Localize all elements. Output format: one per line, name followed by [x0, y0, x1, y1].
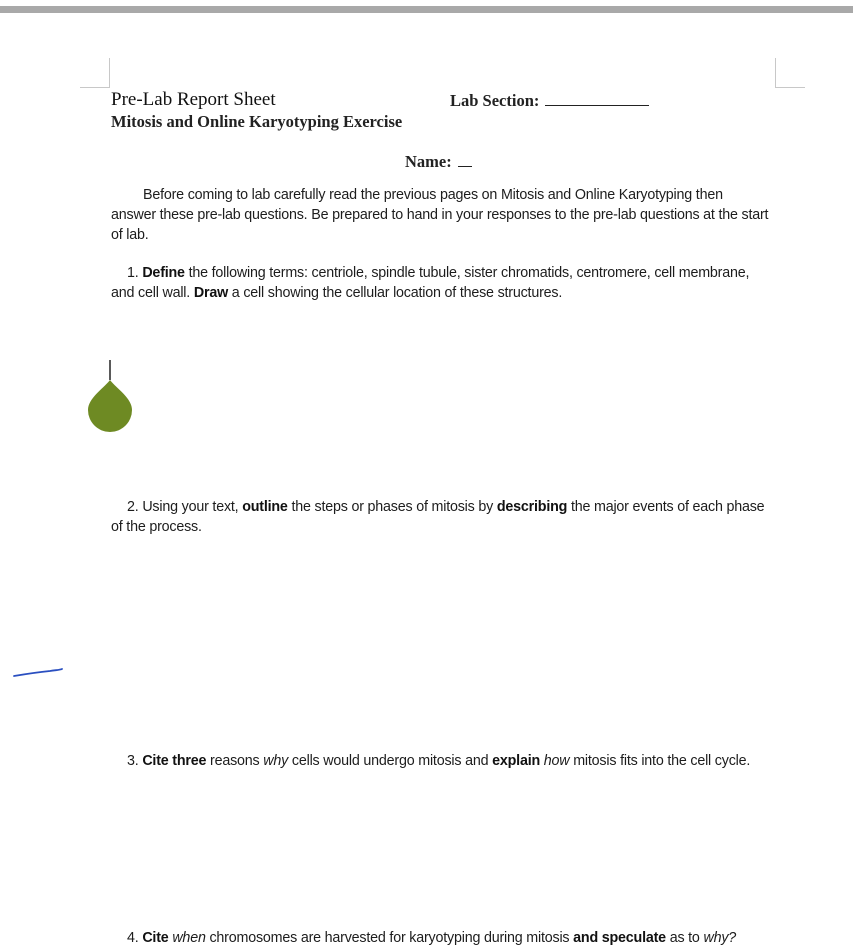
question-1	[111, 263, 771, 303]
margin-corner-right	[775, 58, 776, 88]
question-text: as to	[669, 930, 700, 946]
instruction-verb: describing	[496, 499, 568, 515]
question-number: 4.	[127, 930, 139, 946]
name-field	[405, 152, 472, 172]
instruction-verb: outline	[242, 499, 288, 515]
question-text: the steps or phases of mitosis by	[291, 499, 494, 515]
question-number: 2.	[127, 499, 139, 515]
instruction-verb: explain	[492, 753, 541, 769]
question-2	[111, 497, 771, 537]
margin-corner-left	[109, 58, 110, 88]
question-4	[111, 928, 771, 948]
intro-paragraph: Before coming to lab carefully read the previous pages on Mitosis and Online Karyotyping then answer these pre-lab questions. Be prepared to hand in your responses to the pre-lab questions at the start of lab.	[111, 187, 769, 243]
location-pin-icon[interactable]	[86, 360, 134, 439]
question-text: a cell showing the cellular location of these structures.	[231, 285, 563, 301]
question-text: the following terms: centriole, spindle tubule, sister chromatids, centromere, cell membrane, and cell wall.	[111, 265, 750, 301]
lab-section-label: Lab Section:	[450, 91, 540, 110]
question-text: the major events of each phase of the process.	[111, 499, 765, 535]
question-number: 3.	[127, 753, 139, 769]
pen-stroke-icon	[12, 664, 68, 685]
question-text: Using your text,	[142, 499, 239, 515]
question-text: mitosis fits into the cell cycle.	[573, 753, 751, 769]
lab-section-blank[interactable]	[545, 91, 649, 106]
page-title: Pre-Lab Report Sheet	[111, 89, 276, 110]
name-blank[interactable]	[458, 153, 472, 167]
emphasis-word: how	[543, 753, 570, 769]
page-subtitle: Mitosis and Online Karyotyping Exercise	[111, 112, 403, 131]
question-text: reasons	[210, 753, 260, 769]
instruction-verb: Define	[142, 265, 185, 281]
question-3	[111, 751, 771, 771]
scrollbar-strip[interactable]	[0, 6, 853, 13]
emphasis-word: why	[263, 753, 289, 769]
question-text: cells would undergo mitosis and	[291, 753, 489, 769]
instruction-verb: Draw	[193, 285, 229, 301]
instruction-verb: Cite	[142, 930, 169, 946]
margin-corner-left	[80, 87, 110, 88]
name-label: Name:	[405, 152, 452, 171]
emphasis-word: when	[172, 930, 206, 946]
emphasis-word: why?	[703, 930, 737, 946]
top-scrollbar[interactable]	[0, 0, 853, 14]
lab-section-field	[450, 91, 649, 111]
question-number: 1.	[127, 265, 139, 281]
margin-corner-right	[775, 87, 805, 88]
instruction-verb: Cite three	[142, 753, 207, 769]
instruction-verb: and speculate	[573, 930, 666, 946]
question-text: chromosomes are harvested for karyotyping during mitosis	[209, 930, 570, 946]
